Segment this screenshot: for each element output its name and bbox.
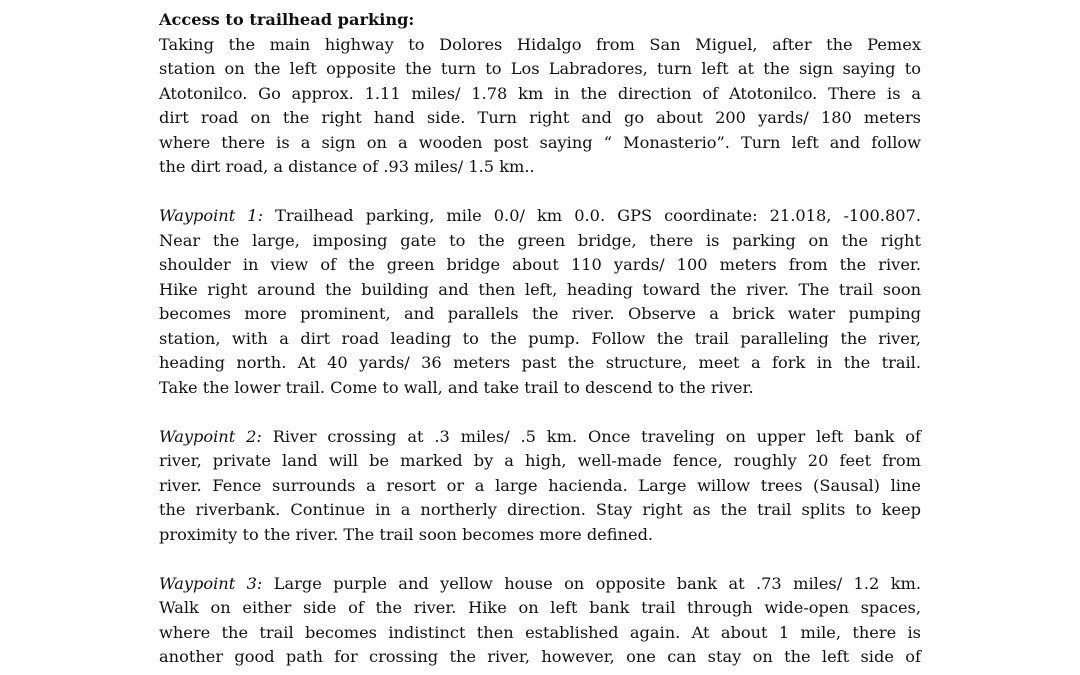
waypoint2-line: river. Fence surrounds a resort or a large hacienda. Large willow trees (Sausal) line [159,475,921,495]
waypoint1-section [159,204,921,400]
paragraph-gap [159,547,921,572]
waypoint1-line: Hike right around the building and then left, heading toward the river. The trail soon [159,279,921,299]
access-line: Atotonilco. Go approx. 1.11 miles/ 1.78 km in the direction of Atotonilco. There is a [159,83,921,103]
waypoint2-first-text: River crossing at .3 miles/ .5 km. Once traveling on upper left bank of [261,426,921,446]
waypoint2-line: the riverbank. Continue in a northerly direction. Stay right as the trail splits to keep [159,500,921,519]
waypoint3-label: Waypoint 3: [159,573,263,593]
waypoint3-first-text: Large purple and yellow house on opposite bank at .73 miles/ 1.2 km. [262,573,921,593]
access-line: station on the left opposite the turn to Los Labradores, turn left at the sign saying to [159,59,921,78]
waypoint1-line: heading north. At 40 yards/ 36 meters past the structure, meet a fork in the trail. [159,353,921,372]
waypoint1-line: shoulder in view of the green bridge about 110 yards/ 100 meters from the river. [159,255,921,274]
waypoint3-first-line [159,572,921,597]
waypoint1-label: Waypoint 1: [159,206,264,225]
waypoint2-label: Waypoint 2: [159,426,262,446]
paragraph-gap [159,180,921,205]
waypoint1-first-line [159,204,921,229]
waypoint1-first-text: Trailhead parking, mile 0.0/ km 0.0. GPS coordinate: 21.018, -100.807. [263,206,921,225]
waypoint1-line: Take the lower trail. Come to wall, and take trail to descend to the river. [159,377,754,397]
waypoint2-line: proximity to the river. The trail soon becomes more defined. [159,524,654,544]
access-line: the dirt road, a distance of .93 miles/ 1.5 km.. [159,157,535,176]
waypoint3-section [159,572,921,670]
access-line: where there is a sign on a wooden post saying “ Monasterio”. Turn left and follow [159,132,921,152]
access-section [159,8,921,180]
waypoint2-first-line [159,425,921,450]
access-heading: Access to trailhead parking: [159,10,415,29]
waypoint3-line: where the trail becomes indistinct then established again. At about 1 mile, there is [159,622,921,642]
paragraph-gap [159,400,921,425]
waypoint1-line: becomes more prominent, and parallels the river. Observe a brick water pumping [159,304,921,323]
waypoint3-line: Walk on either side of the river. Hike on left bank trail through wide-open spaces, [159,598,921,617]
document-page [159,8,921,670]
access-line: Taking the main highway to Dolores Hidalgo from San Miguel, after the Pemex [159,34,921,54]
waypoint1-line: station, with a dirt road leading to the pump. Follow the trail paralleling the river, [159,328,921,348]
waypoint3-line: another good path for crossing the river, however, one can stay on the left side of [159,647,921,666]
waypoint2-section [159,425,921,548]
waypoint2-line: river, private land will be marked by a high, well-made fence, roughly 20 feet from [159,451,921,470]
waypoint1-line: Near the large, imposing gate to the green bridge, there is parking on the right [159,230,921,250]
access-line: dirt road on the right hand side. Turn right and go about 200 yards/ 180 meters [159,108,921,127]
